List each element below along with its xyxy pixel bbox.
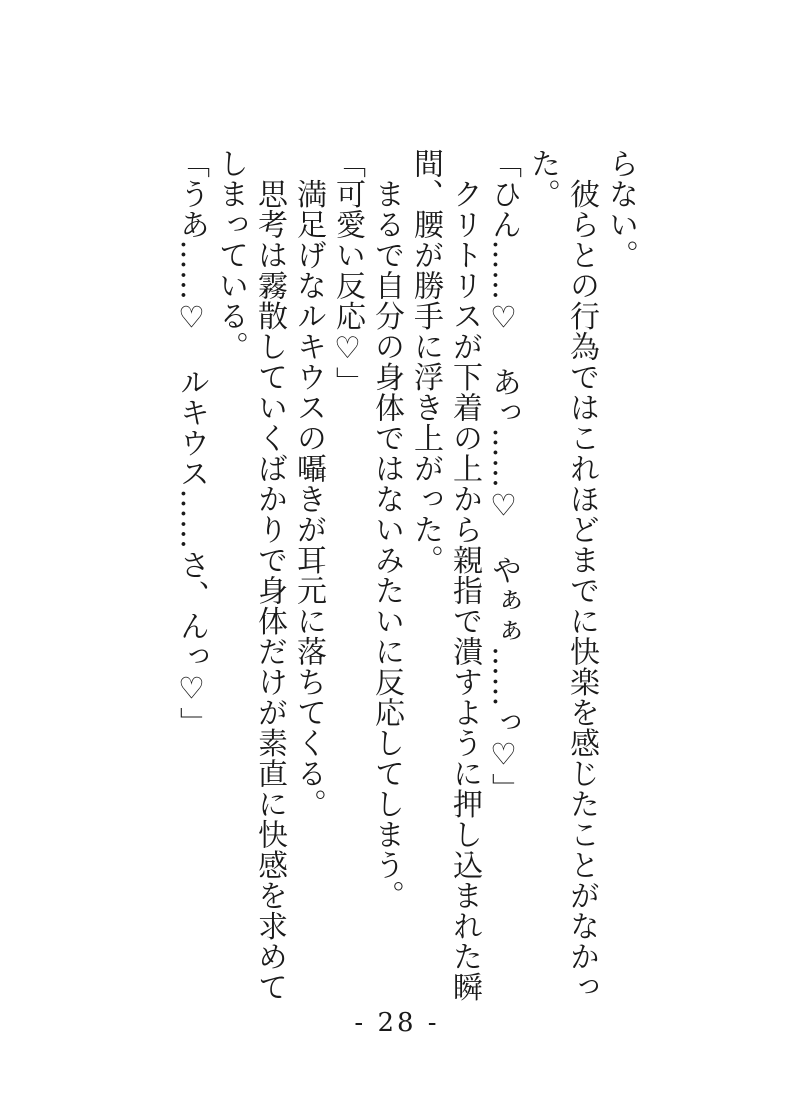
text-line: 「うあ……♡ ルキウス……さ、んっ♡」 (174, 148, 209, 738)
page-number: - 28 - (354, 1008, 440, 1038)
text-line: た。 (525, 148, 560, 209)
text-line: しまっている。 (213, 148, 248, 362)
text-line: まるで自分の身体ではないみたいに反応してしまう。 (369, 148, 404, 911)
text-line: 思考は霧散していくばかりで身体だけが素直に快感を求めて (252, 148, 287, 1002)
text-line: 満足げなルキウスの囁きが耳元に落ちてくる。 (291, 148, 326, 819)
text-line: 「ひん……♡ あっ……♡ やぁぁ……っ♡」 (486, 148, 521, 804)
text-line: 「可愛い反応♡」 (330, 148, 365, 397)
text-line: クリトリスが下着の上から親指で潰すように押し込まれた瞬 (447, 148, 482, 1002)
text-line: 彼らとの行為ではこれほどまでに快楽を感じたことがなかっ (564, 148, 599, 1002)
text-line: 間、腰が勝手に浮き上がった。 (408, 148, 443, 575)
page-text (172, 148, 640, 1002)
text-line: らない。 (603, 148, 638, 270)
